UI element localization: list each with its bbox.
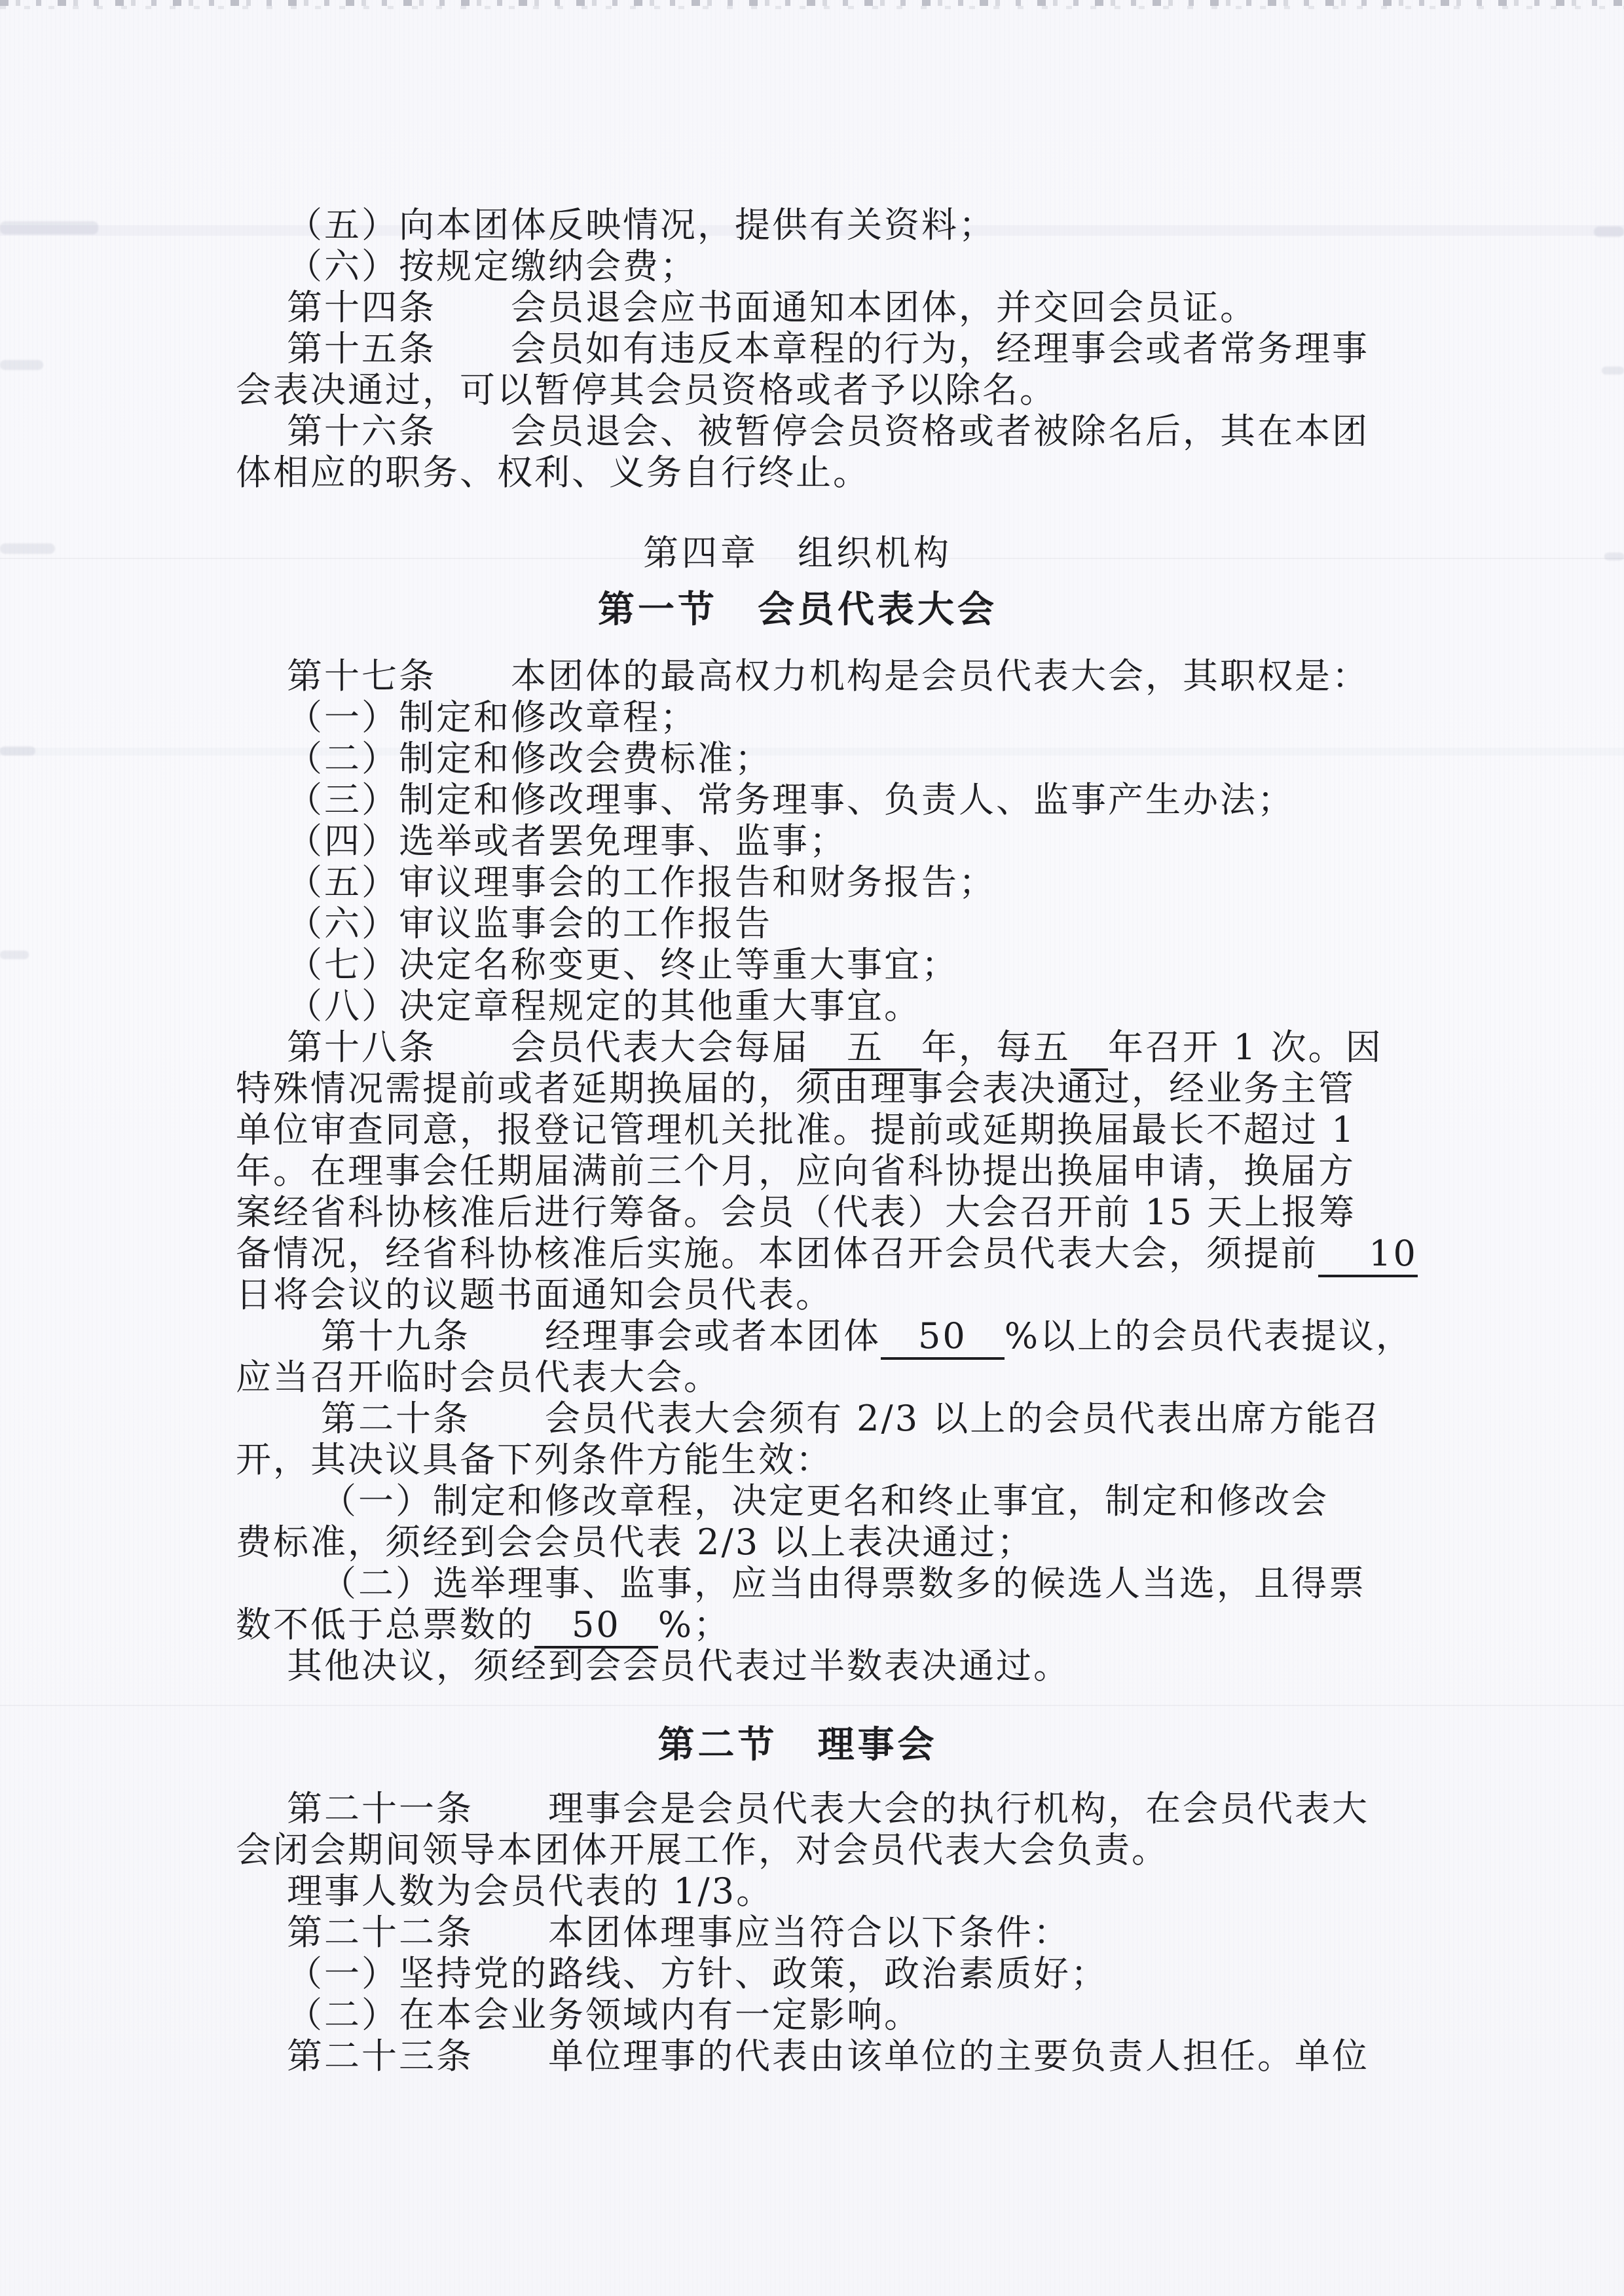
text-segment: 体相应的职务、权利、义务自行终止。 [236,452,870,493]
text-line [236,655,1369,697]
text-line [236,410,1369,452]
filled-blank-underline: 50 [534,1604,658,1649]
text-line [236,1522,1359,1563]
chapter-heading [236,532,1359,574]
text-line [236,1994,1359,2035]
text-line [236,328,1369,369]
text-line [236,944,1359,985]
text-segment: 第十八条 会员代表大会每届 [287,1027,809,1068]
text-line [236,820,1359,862]
text-segment: 案经省科协核准后进行筹备。会员（代表）大会召开前 15 天上报筹 [236,1192,1357,1233]
filled-blank-underline: 10 [1318,1233,1418,1277]
text-segment: 年。在理事会任期届满前三个月，应向省科协提出换届申请，换届方 [236,1150,1356,1192]
text-segment: 年召开 1 次。因 [1108,1027,1383,1068]
text-line [236,204,1359,246]
text-line [236,985,1359,1027]
text-line [236,1192,1359,1233]
text-segment: 第十六条 会员退会、被暂停会员资格或者被除名后，其在本团 [287,410,1369,452]
text-line [236,1953,1359,1994]
text-line [236,1788,1369,1829]
text-line [236,1357,1359,1398]
text-line [236,1912,1359,1953]
text-line [236,1439,1359,1480]
text-line [236,2035,1369,2077]
text-segment: 会表决通过，可以暂停其会员资格或者予以除名。 [236,369,1057,410]
scan-smudge [0,746,35,756]
text-segment: 第十九条 经理事会或者本团体 [321,1315,881,1357]
text-segment: 日将会议的议题书面通知会员代表。 [236,1274,833,1315]
text-line [236,1150,1359,1192]
filled-blank-underline [1071,1027,1108,1071]
text-segment: （三）制定和修改理事、常务理事、负责人、监事产生办法； [287,779,1295,820]
text-line [236,1274,1359,1315]
text-line [236,1480,1359,1522]
text-segment: 第二十条 会员代表大会须有 2/3 以上的会员代表出席方能召 [321,1398,1381,1439]
text-segment: 会闭会期间领导本团体开展工作，对会员代表大会负责。 [236,1829,1169,1870]
text-line [236,1645,1359,1686]
scan-smudge [0,543,55,554]
text-segment: 应当召开临时会员代表大会。 [236,1357,721,1398]
text-line [236,1563,1366,1604]
scan-smudge [0,360,43,370]
text-segment: 备情况，经省科协核准后实施。本团体召开会员代表大会，须提前 [236,1233,1318,1274]
text-segment: 第二十二条 本团体理事应当符合以下条件： [287,1912,1071,1953]
text-line [236,738,1359,779]
text-segment: %； [657,1604,731,1645]
text-segment: （一）制定和修改章程； [287,697,697,738]
text-segment: 其他决议，须经到会会员代表过半数表决通过。 [287,1645,1071,1686]
text-segment: 第十七条 本团体的最高权力机构是会员代表大会，其职权是： [287,655,1369,697]
section-heading [236,1724,1359,1766]
text-segment: （四）选举或者罢免理事、监事； [287,820,847,862]
text-segment: 特殊情况需提前或者延期换届的，须由理事会表决通过，经业务主管 [236,1068,1356,1109]
text-segment: （二）在本会业务领域内有一定影响。 [287,1994,921,2035]
scan-noise-strip [0,6,1624,9]
text-segment: （八）决定章程规定的其他重大事宜。 [287,985,921,1027]
text-line [236,903,1359,944]
scan-noise-strip [0,0,1624,6]
text-line [236,1027,1383,1068]
text-line [236,779,1359,820]
scan-smudge [0,951,29,959]
filled-blank-underline: 五 [809,1027,921,1071]
text-segment: （六）审议监事会的工作报告 [287,903,772,944]
text-segment: %以上的会员代表提议， [1004,1315,1414,1357]
text-line [236,1109,1359,1150]
text-line [236,287,1359,328]
text-segment: 年，每五 [921,1027,1071,1068]
text-line [236,1870,1359,1912]
text-segment: （五）向本团体反映情况，提供有关资料； [287,204,996,246]
scan-smudge [1594,227,1624,237]
text-line [236,1829,1359,1870]
text-line [236,369,1359,410]
text-segment: 数不低于总票数的 [236,1604,534,1645]
text-segment: （五）审议理事会的工作报告和财务报告； [287,862,996,903]
text-segment: 费标准，须经到会会员代表 2/3 以上表决通过； [236,1522,1035,1563]
text-line [236,1398,1381,1439]
text-segment: 开，其决议具备下列条件方能生效： [236,1439,833,1480]
text-segment: 第十五条 会员如有违反本章程的行为，经理事会或者常务理事 [287,328,1369,369]
text-line [236,1068,1359,1109]
text-segment: （二）制定和修改会费标准； [287,738,772,779]
text-segment: （二）选举理事、监事，应当由得票数多的候选人当选，且得票 [321,1563,1366,1604]
text-segment: （一）制定和修改章程，决定更名和终止事宜，制定和修改会 [321,1480,1329,1522]
text-segment: （七）决定名称变更、终止等重大事宜； [287,944,959,985]
text-segment: 单位审查同意，报登记管理机关批准。提前或延期换届最长不超过 1 [236,1109,1356,1150]
text-segment: 理事人数为会员代表的 1/3。 [287,1870,774,1912]
scan-smudge [0,221,98,234]
scan-smudge [1604,553,1624,560]
text-line [236,1233,1418,1274]
text-segment: 第二十一条 理事会是会员代表大会的执行机构，在会员代表大 [287,1788,1369,1829]
text-segment: （六）按规定缴纳会费； [287,246,697,287]
text-segment: 第一节 会员代表大会 [598,588,997,631]
document-text [236,204,1418,2077]
text-segment: 第十四条 会员退会应书面通知本团体，并交回会员证。 [287,287,1257,328]
filled-blank-underline: 50 [881,1315,1005,1360]
section-heading [236,589,1359,630]
text-line [236,1604,1359,1645]
text-line [236,246,1359,287]
text-segment: 第二十三条 单位理事的代表由该单位的主要负责人担任。单位 [287,2035,1369,2077]
text-segment: （一）坚持党的路线、方针、政策，政治素质好； [287,1953,1108,1994]
scan-smudge [1602,367,1624,374]
text-line [236,1315,1414,1357]
text-line [236,452,1359,493]
text-segment: 第二节 理事会 [657,1723,938,1766]
text-line [236,862,1359,903]
text-line [236,697,1359,738]
text-segment: 第四章 组织机构 [643,532,952,574]
